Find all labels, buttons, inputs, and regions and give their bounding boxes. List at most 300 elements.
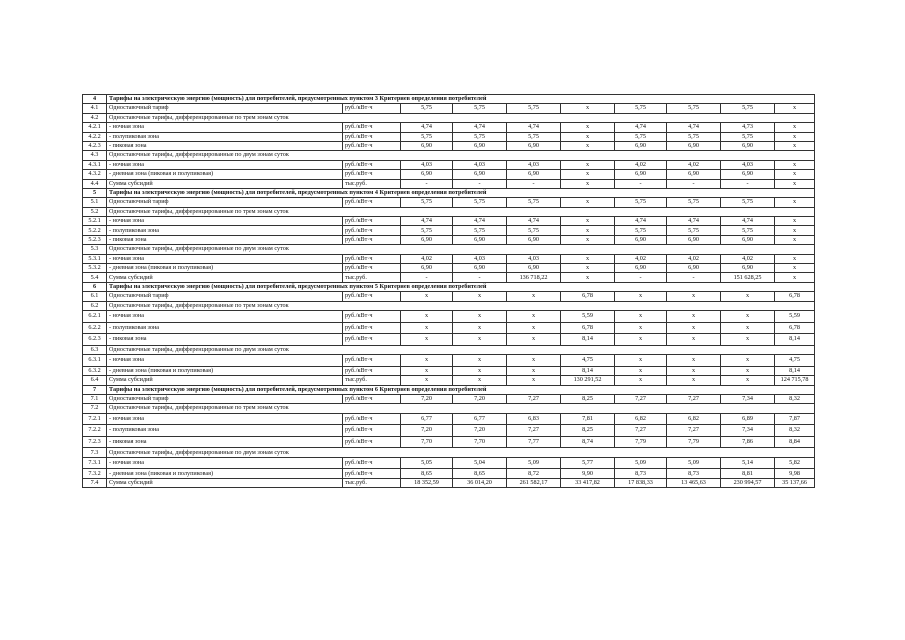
value-cell: 4,03	[507, 160, 561, 169]
value-cell: 6,89	[721, 413, 775, 425]
value-cell: 6,82	[667, 413, 721, 425]
row-unit: руб./кВт·ч	[343, 469, 401, 478]
value-cell: х	[721, 355, 775, 367]
row-number: 4.1	[83, 104, 107, 113]
value-cell: х	[775, 273, 815, 282]
value-cell: 4,03	[721, 160, 775, 169]
row-label: Одноставочный тариф	[107, 292, 343, 301]
value-cell: х	[721, 376, 775, 385]
value-cell: 8,32	[775, 425, 815, 437]
value-cell: 5,75	[667, 132, 721, 141]
value-cell: х	[721, 310, 775, 322]
value-cell: -	[721, 179, 775, 188]
value-cell: х	[775, 235, 815, 244]
table-row	[83, 376, 815, 385]
value-cell: 13 465,63	[667, 478, 721, 487]
value-cell: 5,75	[721, 198, 775, 207]
value-cell: -	[401, 179, 453, 188]
value-cell: 5,82	[775, 457, 815, 469]
row-label: - пиковая зона	[107, 436, 343, 448]
row-number: 7	[83, 385, 107, 394]
value-cell: 6,90	[667, 141, 721, 150]
row-number: 4.3	[83, 151, 107, 160]
row-number: 7.3.2	[83, 469, 107, 478]
value-cell: 4,74	[667, 123, 721, 132]
value-cell: х	[721, 366, 775, 375]
row-unit: руб./кВт·ч	[343, 141, 401, 150]
value-cell: 6,90	[507, 141, 561, 150]
value-cell: х	[561, 198, 615, 207]
value-cell: х	[615, 292, 667, 301]
value-cell: 7,79	[667, 436, 721, 448]
subsection-row	[83, 245, 815, 254]
value-cell: 4,74	[401, 123, 453, 132]
row-unit: руб./кВт·ч	[343, 226, 401, 235]
subsection-row	[83, 113, 815, 122]
table-row	[83, 413, 815, 425]
value-cell: 8,65	[453, 469, 507, 478]
table-row	[83, 160, 815, 169]
row-number: 6.2.3	[83, 334, 107, 346]
section-title: Тарифы на электрическую энергию (мощность) для потребителей, предусмотренных пунктом 6 Критериев определения потребителей	[107, 385, 815, 394]
value-cell: 5,75	[615, 198, 667, 207]
value-cell: х	[507, 292, 561, 301]
row-number: 5.4	[83, 273, 107, 282]
value-cell: 7,87	[775, 413, 815, 425]
subsection-title: Одноставочные тарифы, дифференцированные по трем зонам суток	[107, 404, 815, 413]
value-cell: 4,74	[453, 217, 507, 226]
value-cell: х	[507, 366, 561, 375]
value-cell: 5,75	[721, 226, 775, 235]
value-cell: х	[453, 334, 507, 346]
table-row	[83, 104, 815, 113]
row-number: 6.4	[83, 376, 107, 385]
value-cell: х	[561, 179, 615, 188]
row-label: - пиковая зона	[107, 334, 343, 346]
row-number: 7.4	[83, 478, 107, 487]
value-cell: х	[453, 292, 507, 301]
row-label: - ночная зона	[107, 457, 343, 469]
value-cell: 8,65	[401, 469, 453, 478]
value-cell: 4,02	[401, 254, 453, 263]
row-number: 6.3.1	[83, 355, 107, 367]
table-row	[83, 198, 815, 207]
value-cell: 8,72	[507, 469, 561, 478]
value-cell: х	[561, 141, 615, 150]
value-cell: 8,84	[775, 436, 815, 448]
subsection-title: Одноставочные тарифы, дифференцированные по двум зонам суток	[107, 245, 815, 254]
value-cell: х	[721, 334, 775, 346]
value-cell: 5,75	[721, 104, 775, 113]
row-number: 6	[83, 282, 107, 291]
value-cell: 5,09	[615, 457, 667, 469]
value-cell: х	[453, 355, 507, 367]
value-cell: 7,27	[667, 425, 721, 437]
row-label: Одноставочный тариф	[107, 394, 343, 403]
section-header-row	[83, 95, 815, 104]
row-number: 6.3	[83, 345, 107, 354]
value-cell: х	[453, 310, 507, 322]
row-label: - пиковая зона	[107, 141, 343, 150]
value-cell: 7,27	[507, 425, 561, 437]
row-number: 7.2.1	[83, 413, 107, 425]
value-cell: 7,79	[615, 436, 667, 448]
value-cell: 5,75	[453, 104, 507, 113]
value-cell: 6,90	[615, 170, 667, 179]
row-number: 5.2.1	[83, 217, 107, 226]
row-unit: тыс.руб.	[343, 376, 401, 385]
value-cell: 7,20	[453, 394, 507, 403]
value-cell: 33 417,82	[561, 478, 615, 487]
value-cell: 6,90	[453, 264, 507, 273]
value-cell: 4,03	[453, 254, 507, 263]
value-cell: 7,27	[667, 394, 721, 403]
value-cell: х	[775, 132, 815, 141]
row-label: - полупиковая зона	[107, 132, 343, 141]
value-cell: х	[667, 292, 721, 301]
row-label: Одноставочный тариф	[107, 198, 343, 207]
value-cell: х	[615, 322, 667, 334]
value-cell: 6,90	[507, 170, 561, 179]
value-cell: 124 715,78	[775, 376, 815, 385]
value-cell: 8,74	[561, 436, 615, 448]
row-number: 5.2.2	[83, 226, 107, 235]
row-number: 6.2	[83, 301, 107, 310]
value-cell: 4,74	[453, 123, 507, 132]
value-cell: 4,74	[615, 123, 667, 132]
value-cell: 5,14	[721, 457, 775, 469]
row-number: 7.2	[83, 404, 107, 413]
value-cell: 4,74	[507, 217, 561, 226]
value-cell: 4,75	[561, 355, 615, 367]
row-label: Одноставочный тариф	[107, 104, 343, 113]
value-cell: х	[401, 334, 453, 346]
value-cell: х	[507, 322, 561, 334]
row-unit: руб./кВт·ч	[343, 132, 401, 141]
row-number: 4.2	[83, 113, 107, 122]
value-cell: х	[615, 310, 667, 322]
row-number: 4.4	[83, 179, 107, 188]
table-row	[83, 366, 815, 375]
table-row	[83, 226, 815, 235]
table-row	[83, 179, 815, 188]
row-number: 7.2.2	[83, 425, 107, 437]
subsection-title: Одноставочные тарифы, дифференцированные по двум зонам суток	[107, 345, 815, 354]
row-label: - дневная зона (пиковая и полупиковая)	[107, 170, 343, 179]
value-cell: х	[453, 322, 507, 334]
value-cell: х	[561, 217, 615, 226]
value-cell: х	[561, 226, 615, 235]
row-number: 7.3	[83, 448, 107, 457]
value-cell: 5,75	[401, 226, 453, 235]
value-cell: 5,75	[615, 104, 667, 113]
value-cell: 6,83	[507, 413, 561, 425]
value-cell: 8,25	[561, 425, 615, 437]
row-unit: руб./кВт·ч	[343, 160, 401, 169]
tariff-table	[82, 94, 815, 488]
row-unit: руб./кВт·ч	[343, 292, 401, 301]
value-cell: х	[667, 334, 721, 346]
value-cell: -	[615, 273, 667, 282]
value-cell: х	[775, 104, 815, 113]
value-cell: 5,75	[401, 132, 453, 141]
value-cell: 6,77	[401, 413, 453, 425]
table-row	[83, 436, 815, 448]
table-row	[83, 478, 815, 487]
section-title: Тарифы на электрическую энергию (мощность) для потребителей, предусмотренных пунктом 4 Критериев определения потребителей	[107, 188, 815, 197]
subsection-row	[83, 404, 815, 413]
value-cell: х	[401, 322, 453, 334]
value-cell: х	[507, 310, 561, 322]
subsection-title: Одноставочные тарифы, дифференцированные по двум зонам суток	[107, 448, 815, 457]
row-number: 5.3.1	[83, 254, 107, 263]
value-cell: 9,98	[775, 469, 815, 478]
row-label: - ночная зона	[107, 217, 343, 226]
value-cell: 6,90	[453, 141, 507, 150]
row-number: 4.3.2	[83, 170, 107, 179]
value-cell: 4,02	[667, 160, 721, 169]
value-cell: -	[667, 179, 721, 188]
value-cell: х	[453, 376, 507, 385]
value-cell: х	[561, 273, 615, 282]
value-cell: 4,74	[507, 123, 561, 132]
value-cell: х	[507, 355, 561, 367]
row-number: 4.2.3	[83, 141, 107, 150]
value-cell: 4,74	[401, 217, 453, 226]
value-cell: 5,75	[667, 104, 721, 113]
value-cell: 17 838,33	[615, 478, 667, 487]
subsection-title: Одноставочные тарифы, дифференцированные по двум зонам суток	[107, 151, 815, 160]
value-cell: 5,75	[507, 226, 561, 235]
section-title: Тарифы на электрическую энергию (мощность) для потребителей, предусмотренных пунктом 3 Критериев определения потребителей	[107, 95, 815, 104]
row-unit: руб./кВт·ч	[343, 366, 401, 375]
row-unit: тыс.руб.	[343, 478, 401, 487]
value-cell: 5,04	[453, 457, 507, 469]
table-row	[83, 292, 815, 301]
row-unit: руб./кВт·ч	[343, 322, 401, 334]
value-cell: -	[507, 179, 561, 188]
value-cell: 5,75	[453, 132, 507, 141]
table-row	[83, 141, 815, 150]
value-cell: 5,05	[401, 457, 453, 469]
value-cell: х	[401, 355, 453, 367]
value-cell: 8,14	[561, 334, 615, 346]
table-row	[83, 322, 815, 334]
value-cell: 6,90	[667, 235, 721, 244]
tariff-table-body	[83, 95, 815, 488]
value-cell: 6,90	[721, 170, 775, 179]
value-cell: х	[775, 170, 815, 179]
value-cell: 5,59	[775, 310, 815, 322]
value-cell: 18 352,59	[401, 478, 453, 487]
value-cell: 4,75	[775, 355, 815, 367]
row-unit: руб./кВт·ч	[343, 198, 401, 207]
value-cell: 8,81	[721, 469, 775, 478]
value-cell: х	[615, 334, 667, 346]
row-label: - полупиковая зона	[107, 322, 343, 334]
value-cell: х	[453, 366, 507, 375]
value-cell: 6,90	[615, 264, 667, 273]
value-cell: 5,75	[667, 226, 721, 235]
value-cell: х	[775, 217, 815, 226]
value-cell: х	[667, 322, 721, 334]
value-cell: 6,90	[615, 141, 667, 150]
value-cell: 4,74	[667, 217, 721, 226]
value-cell: х	[721, 322, 775, 334]
row-number: 5.3.2	[83, 264, 107, 273]
table-row	[83, 355, 815, 367]
value-cell: 4,74	[721, 217, 775, 226]
value-cell: 4,03	[507, 254, 561, 263]
value-cell: 6,78	[775, 322, 815, 334]
row-unit: руб./кВт·ч	[343, 264, 401, 273]
row-number: 6.2.2	[83, 322, 107, 334]
value-cell: 5,77	[561, 457, 615, 469]
value-cell: х	[401, 310, 453, 322]
value-cell: 4,02	[721, 254, 775, 263]
value-cell: х	[775, 264, 815, 273]
row-number: 4.2.2	[83, 132, 107, 141]
row-number: 5.2.3	[83, 235, 107, 244]
value-cell: х	[561, 132, 615, 141]
value-cell: 6,90	[507, 264, 561, 273]
row-number: 6.1	[83, 292, 107, 301]
value-cell: х	[667, 310, 721, 322]
value-cell: 7,27	[615, 425, 667, 437]
value-cell: 6,90	[667, 170, 721, 179]
value-cell: х	[561, 254, 615, 263]
value-cell: -	[615, 179, 667, 188]
value-cell: х	[667, 355, 721, 367]
row-label: - дневная зона (пиковая и полупиковая)	[107, 264, 343, 273]
row-label: - полупиковая зона	[107, 226, 343, 235]
row-label: Сумма субсидий	[107, 376, 343, 385]
value-cell: 5,75	[453, 198, 507, 207]
value-cell: х	[561, 170, 615, 179]
value-cell: 5,09	[507, 457, 561, 469]
table-row	[83, 264, 815, 273]
value-cell: 5,75	[453, 226, 507, 235]
value-cell: 7,27	[507, 394, 561, 403]
value-cell: 5,75	[615, 226, 667, 235]
value-cell: 7,20	[401, 425, 453, 437]
value-cell: 4,74	[615, 217, 667, 226]
value-cell: 5,59	[561, 310, 615, 322]
row-label: - ночная зона	[107, 123, 343, 132]
value-cell: х	[775, 179, 815, 188]
value-cell: 8,73	[667, 469, 721, 478]
row-label: - полупиковая зона	[107, 425, 343, 437]
row-unit: тыс.руб.	[343, 273, 401, 282]
value-cell: 35 137,66	[775, 478, 815, 487]
table-row	[83, 235, 815, 244]
value-cell: 6,82	[615, 413, 667, 425]
section-title: Тарифы на электрическую энергию (мощность) для потребителей, предусмотренных пунктом 5 Критериев определения потребителей	[107, 282, 815, 291]
value-cell: 6,90	[507, 235, 561, 244]
row-label: - ночная зона	[107, 310, 343, 322]
value-cell: 7,27	[615, 394, 667, 403]
value-cell: 8,14	[775, 366, 815, 375]
row-label: - дневная зона (пиковая и полупиковая)	[107, 366, 343, 375]
value-cell: х	[507, 334, 561, 346]
value-cell: 6,90	[401, 170, 453, 179]
value-cell: 6,90	[401, 141, 453, 150]
value-cell: 7,81	[561, 413, 615, 425]
value-cell: х	[667, 366, 721, 375]
subsection-title: Одноставочные тарифы, дифференцированные по трем зонам суток	[107, 207, 815, 216]
value-cell: 5,75	[401, 104, 453, 113]
value-cell: 7,20	[401, 394, 453, 403]
row-unit: тыс.руб.	[343, 179, 401, 188]
row-label: Сумма субсидий	[107, 273, 343, 282]
table-row	[83, 310, 815, 322]
value-cell: 4,03	[453, 160, 507, 169]
value-cell: 4,03	[401, 160, 453, 169]
subsection-title: Одноставочные тарифы, дифференцированные по трем зонам суток	[107, 301, 815, 310]
value-cell: х	[775, 226, 815, 235]
table-row	[83, 254, 815, 263]
row-unit: руб./кВт·ч	[343, 413, 401, 425]
row-unit: руб./кВт·ч	[343, 457, 401, 469]
value-cell: 6,90	[401, 235, 453, 244]
value-cell: 7,70	[401, 436, 453, 448]
row-label: - пиковая зона	[107, 235, 343, 244]
value-cell: 6,78	[561, 292, 615, 301]
value-cell: х	[667, 376, 721, 385]
value-cell: х	[561, 123, 615, 132]
value-cell: х	[775, 160, 815, 169]
row-number: 4	[83, 95, 107, 104]
subsection-row	[83, 345, 815, 354]
row-label: - дневная зона (пиковая и полупиковая)	[107, 469, 343, 478]
value-cell: х	[561, 235, 615, 244]
section-header-row	[83, 188, 815, 197]
row-number: 6.3.2	[83, 366, 107, 375]
row-unit: руб./кВт·ч	[343, 310, 401, 322]
value-cell: х	[775, 123, 815, 132]
value-cell: 8,25	[561, 394, 615, 403]
row-number: 7.3.1	[83, 457, 107, 469]
value-cell: 8,32	[775, 394, 815, 403]
value-cell: 261 582,17	[507, 478, 561, 487]
value-cell: х	[401, 366, 453, 375]
table-row	[83, 217, 815, 226]
row-number: 4.2.1	[83, 123, 107, 132]
row-label: Сумма субсидий	[107, 478, 343, 487]
row-number: 4.3.1	[83, 160, 107, 169]
value-cell: х	[615, 355, 667, 367]
row-number: 5.2	[83, 207, 107, 216]
value-cell: 7,34	[721, 425, 775, 437]
row-unit: руб./кВт·ч	[343, 123, 401, 132]
row-label: - ночная зона	[107, 160, 343, 169]
value-cell: -	[401, 273, 453, 282]
value-cell: 5,75	[615, 132, 667, 141]
row-unit: руб./кВт·ч	[343, 170, 401, 179]
value-cell: 5,75	[667, 198, 721, 207]
row-unit: руб./кВт·ч	[343, 254, 401, 263]
row-number: 7.2.3	[83, 436, 107, 448]
value-cell: 5,75	[721, 132, 775, 141]
subsection-row	[83, 207, 815, 216]
value-cell: 8,73	[615, 469, 667, 478]
value-cell: х	[775, 254, 815, 263]
value-cell: х	[775, 198, 815, 207]
section-header-row	[83, 282, 815, 291]
value-cell: х	[561, 264, 615, 273]
table-row	[83, 457, 815, 469]
value-cell: 136 718,22	[507, 273, 561, 282]
